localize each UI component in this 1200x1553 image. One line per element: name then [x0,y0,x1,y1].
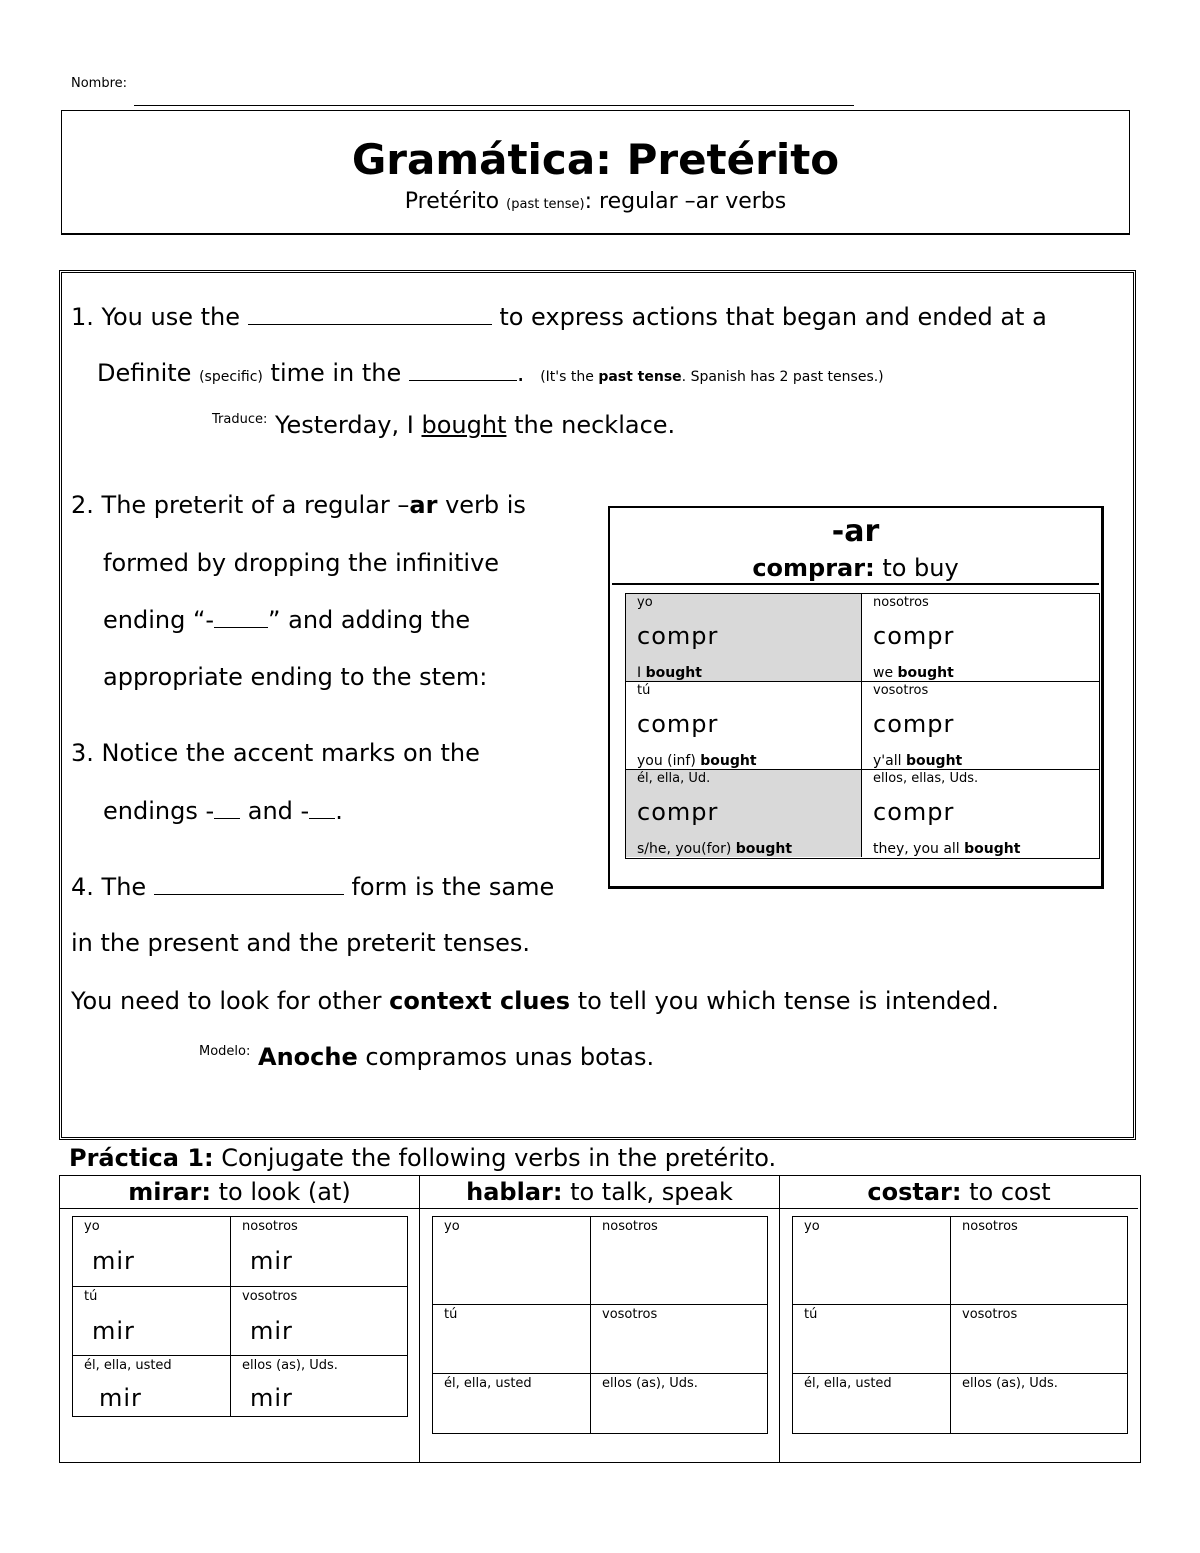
mirar-ellos[interactable] [231,1356,407,1416]
subtitle-rest: : regular –ar verbs [584,189,787,214]
pronoun: tú [444,1307,458,1322]
section1-line2 [97,359,884,387]
gloss [873,841,1020,857]
ar-cell-nosotros [862,594,1099,682]
mirar-yo[interactable] [73,1217,231,1287]
verb-meaning: to cost [961,1178,1051,1206]
pronoun: nosotros [962,1219,1018,1234]
ar-chart-title: -ar [831,514,880,549]
section4-line2: in the present and the preterit tenses. [71,929,531,957]
s4-l1-a: 4. The [71,873,147,901]
pronoun: tú [637,683,651,698]
pronoun: él, ella, usted [444,1376,532,1391]
verb-heading [60,1178,419,1206]
s2-blank[interactable] [214,607,268,628]
s1-note-b: . Spanish has 2 past tenses.) [681,369,884,385]
verb-meaning: to look (at) [210,1178,351,1206]
modelo-bold: Anoche [258,1043,358,1071]
hablar-tu[interactable] [433,1305,591,1374]
verb-heading [420,1178,779,1206]
stem: mir [250,1384,293,1412]
ar-conjugation-chart [608,506,1104,889]
heading-divider [60,1208,419,1209]
title-box [61,110,1130,235]
section2-line4: appropriate ending to the stem: [103,663,488,691]
stem: compr [873,798,955,826]
pronoun: ellos (as), Uds. [242,1358,338,1373]
hablar-ellos[interactable] [591,1374,767,1433]
pronoun: él, ella, usted [804,1376,892,1391]
section3-line1: 3. Notice the accent marks on the [71,739,480,767]
s1-l1-b: to express actions that began and ended at a [499,303,1047,331]
traduce-line [212,411,675,439]
pronoun: yo [637,595,653,610]
ar-cell-yo [626,594,862,682]
gloss [873,753,962,769]
stem: compr [873,622,955,650]
ar-chart-verb: comprar: [752,554,875,582]
s1-blank1[interactable] [248,304,492,325]
s3-blank2[interactable] [309,798,335,819]
practica-col-hablar [420,1176,780,1462]
practica-col-mirar [60,1176,420,1462]
s1-l2-a: Definite [97,359,192,387]
gloss-text: they, you all [873,841,965,857]
s4-l3-bold: context clues [389,987,571,1015]
ar-chart-subtitle [610,554,1101,582]
gloss-bold: bought [645,665,702,681]
costar-ellos[interactable] [951,1374,1127,1433]
pronoun: tú [804,1307,818,1322]
s3-l2-c: . [335,797,343,825]
traduce-label: Traduce: [212,412,268,427]
gloss-bold: bought [905,753,963,769]
s1-note [540,369,883,385]
costar-vosotros[interactable] [951,1305,1127,1374]
verb-heading [780,1178,1138,1206]
stem: compr [873,710,955,738]
pronoun: ellos (as), Uds. [602,1376,698,1391]
subtitle-small: (past tense) [506,197,585,212]
s2-l1-b: verb is [437,491,526,519]
practica-table [59,1175,1141,1463]
costar-tu[interactable] [793,1305,951,1374]
traduce-b: the necklace. [514,411,676,439]
pronoun: ellos (as), Uds. [962,1376,1058,1391]
s4-l3-a: You need to look for other [71,987,390,1015]
stem: mir [92,1317,135,1345]
modelo-label: Modelo: [199,1044,251,1059]
ar-cell-vosotros [862,682,1099,770]
ar-cell-tu [626,682,862,770]
nombre-label: Nombre: [71,76,128,91]
mirar-vosotros[interactable] [231,1287,407,1356]
traduce-underlined: bought [421,411,507,439]
modelo-line [199,1043,654,1071]
s4-l1-b: form is the same [351,873,555,901]
section2-line3 [103,606,470,634]
gloss-bold: bought [897,665,954,681]
pronoun: él, ella, usted [84,1358,172,1373]
heading-divider [420,1208,779,1209]
pronoun: yo [84,1219,100,1234]
verb-name: hablar: [466,1178,563,1206]
heading-divider [780,1208,1138,1209]
mirar-grid [72,1216,408,1417]
practica-col-costar [780,1176,1138,1462]
pronoun: vosotros [873,683,929,698]
gloss-bold: bought [700,753,757,769]
hablar-vosotros[interactable] [591,1305,767,1374]
s1-blank2[interactable] [409,360,517,381]
pronoun: vosotros [602,1307,658,1322]
stem: mir [250,1317,293,1345]
gloss [637,841,792,857]
gloss [637,753,757,769]
costar-nosotros[interactable] [951,1217,1127,1305]
stem: mir [250,1247,293,1275]
pronoun: tú [84,1289,98,1304]
ar-cell-el [626,770,862,857]
hablar-grid [432,1216,768,1434]
section1-line1 [71,303,1047,331]
s3-l2-a: endings - [103,797,215,825]
s1-note-bold: past tense [598,369,682,385]
pronoun: vosotros [242,1289,298,1304]
traduce-a: Yesterday, I [275,411,414,439]
s2-l1-bold: ar [409,491,438,519]
gloss [637,665,702,681]
hablar-el[interactable] [433,1374,591,1433]
verb-name: mirar: [128,1178,211,1206]
practica-label-bold: Práctica 1: [69,1144,214,1172]
s1-l2-b: time in the [270,359,402,387]
verb-meaning: to talk, speak [562,1178,733,1206]
s2-l1-a: 2. The preterit of a regular – [71,491,410,519]
practica-label-rest: Conjugate the following verbs in the pretérito. [213,1144,777,1172]
subtitle-main: Pretérito [404,189,500,214]
s2-l3-b: ” and adding the [268,606,471,634]
section4-line1 [71,873,554,901]
pronoun: vosotros [962,1307,1018,1322]
section3-line2 [103,797,343,825]
gloss-text: s/he, you(for) [637,841,736,857]
ar-chart-grid [625,593,1100,859]
stem: compr [637,710,719,738]
stem: compr [637,622,719,650]
pronoun: él, ella, Ud. [637,771,711,786]
stem: mir [92,1247,135,1275]
hablar-nosotros[interactable] [591,1217,767,1305]
s1-note-a: (It's the [540,369,599,385]
costar-grid [792,1216,1128,1434]
s4-l3-b: to tell you which tense is intended. [570,987,1000,1015]
verb-name: costar: [867,1178,962,1206]
hablar-yo[interactable] [433,1217,591,1305]
gloss [873,665,954,681]
costar-yo[interactable] [793,1217,951,1305]
stem: mir [99,1384,142,1412]
costar-el[interactable] [793,1374,951,1433]
ar-chart-divider [612,583,1099,585]
pronoun: yo [804,1219,820,1234]
pronoun: ellos, ellas, Uds. [873,771,979,786]
stem: compr [637,798,719,826]
gloss-text: you (inf) [637,753,701,769]
nombre-answer-line[interactable] [134,105,854,106]
gloss-text: we [873,665,898,681]
pronoun: nosotros [873,595,929,610]
pronoun: nosotros [242,1219,298,1234]
s1-l2-c: . [516,359,525,387]
page-title: Gramática: Pretérito [351,135,840,184]
section2-line2: formed by dropping the infinitive [103,549,500,577]
mirar-tu[interactable] [73,1287,231,1356]
modelo-rest: compramos unas botas. [357,1043,655,1071]
s3-l2-b: and - [240,797,310,825]
pronoun: yo [444,1219,460,1234]
mirar-nosotros[interactable] [231,1217,407,1287]
s2-l3-a: ending “- [103,606,215,634]
s1-l1-a: 1. You use the [71,303,241,331]
practica-heading [69,1144,776,1172]
pronoun: nosotros [602,1219,658,1234]
s1-l2-small: (specific) [199,369,263,385]
section2-line1 [71,491,526,519]
gloss-text: I [637,665,646,681]
s3-blank1[interactable] [214,798,240,819]
section4-line3 [71,987,999,1015]
s4-blank[interactable] [154,874,344,895]
ar-chart-meaning: to buy [874,554,959,582]
gloss-bold: bought [735,841,793,857]
gloss-bold: bought [964,841,1021,857]
page-subtitle [62,189,1129,214]
mirar-el[interactable] [73,1356,231,1416]
gloss-text: y'all [873,753,906,769]
ar-cell-ellos [862,770,1099,857]
